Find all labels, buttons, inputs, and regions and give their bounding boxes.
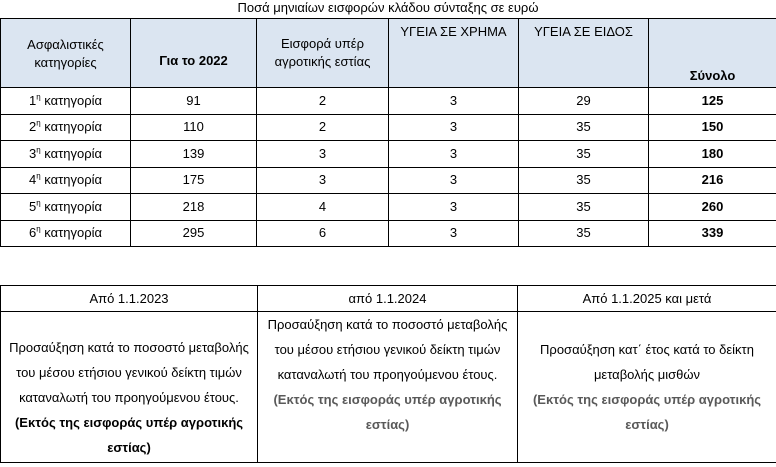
health-cash-cell: 3: [389, 88, 519, 115]
header-from-2023: Από 1.1.2023: [1, 286, 258, 312]
health-cash-cell: 3: [389, 194, 519, 221]
agri-cell: 6: [257, 220, 389, 247]
year-2022-cell: 91: [131, 88, 257, 115]
category-cell: [1, 114, 131, 141]
year-2022-cell: 139: [131, 141, 257, 168]
schedule-text-2024: Προσαύξηση κατά το ποσοστό μεταβολής του μέσου ετήσιου γενικού δείκτη τιμών καταναλωτή του προηγούμενου έτους.: [267, 317, 508, 382]
health-kind-cell: 35: [519, 194, 649, 221]
schedule-note-2025: (Εκτός της εισφοράς υπέρ αγροτικής εστίας): [532, 392, 762, 432]
health-kind-cell: 35: [519, 114, 649, 141]
category-suffix: η: [36, 224, 41, 234]
schedule-cell-2025: [518, 312, 776, 463]
category-cell: [1, 194, 131, 221]
health-cash-cell: 3: [389, 141, 519, 168]
year-2022-cell: 218: [131, 194, 257, 221]
header-health-kind: ΥΓΕΙΑ ΣΕ ΕΙΔΟΣ: [519, 19, 649, 88]
header-from-2025: Από 1.1.2025 και μετά: [518, 286, 776, 312]
category-suffix: η: [36, 171, 41, 181]
table-row: [1, 167, 776, 194]
total-cell: 125: [649, 88, 776, 115]
health-cash-cell: 3: [389, 114, 519, 141]
category-label: κατηγορία: [44, 225, 103, 241]
header-health-cash: ΥΓΕΙΑ ΣΕ ΧΡΗΜΑ: [389, 19, 519, 88]
schedule-header-row: [1, 286, 776, 312]
agri-cell: 2: [257, 88, 389, 115]
category-number: 6: [28, 225, 37, 241]
year-2022-cell: 295: [131, 220, 257, 247]
category-label: κατηγορία: [44, 92, 103, 108]
increase-schedule-table: [0, 285, 776, 463]
category-number: 1: [28, 92, 37, 108]
total-cell: 216: [649, 167, 776, 194]
table-title: Ποσά μηνιαίων εισφορών κλάδου σύνταξης σε ευρώ: [237, 0, 539, 15]
category-cell: [1, 220, 131, 247]
schedule-cell-2024: [258, 312, 518, 463]
category-number: 2: [28, 119, 37, 135]
table-row: [1, 194, 776, 221]
category-label: κατηγορία: [44, 198, 103, 214]
total-cell: 260: [649, 194, 776, 221]
schedule-text-2025: Προσαύξηση κατ΄ έτος κατά το δείκτη μεταβολής μισθών: [540, 342, 754, 382]
category-suffix: η: [36, 92, 41, 102]
category-cell: [1, 88, 131, 115]
agri-cell: 3: [257, 167, 389, 194]
category-cell: [1, 167, 131, 194]
health-kind-cell: 35: [519, 167, 649, 194]
category-number: 3: [28, 145, 37, 161]
schedule-cell-2023: [1, 312, 258, 463]
category-suffix: η: [36, 198, 41, 208]
category-label: κατηγορία: [44, 172, 103, 188]
total-cell: 180: [649, 141, 776, 168]
year-2022-cell: 110: [131, 114, 257, 141]
agri-cell: 3: [257, 141, 389, 168]
agri-cell: 2: [257, 114, 389, 141]
total-cell: 339: [649, 220, 776, 247]
health-kind-cell: 29: [519, 88, 649, 115]
header-total: Σύνολο: [649, 19, 776, 88]
category-suffix: η: [36, 118, 41, 128]
total-cell: 150: [649, 114, 776, 141]
contributions-table: [0, 18, 776, 247]
schedule-note-2023: (Εκτός της εισφοράς υπέρ αγροτικής εστίας): [14, 415, 244, 455]
header-year-2022: Για το 2022: [131, 19, 257, 88]
health-cash-cell: 3: [389, 220, 519, 247]
table-row: [1, 141, 776, 168]
category-label: κατηγορία: [44, 119, 103, 135]
agri-cell: 4: [257, 194, 389, 221]
health-kind-cell: 35: [519, 220, 649, 247]
table-row: [1, 220, 776, 247]
header-agri: Εισφορά υπέρ αγροτικής εστίας: [257, 19, 389, 88]
table-row: [1, 88, 776, 115]
category-number: 5: [28, 198, 37, 214]
table-row: [1, 114, 776, 141]
health-kind-cell: 35: [519, 141, 649, 168]
category-label: κατηγορία: [44, 145, 103, 161]
category-suffix: η: [36, 145, 41, 155]
health-cash-cell: 3: [389, 167, 519, 194]
schedule-note-2024: (Εκτός της εισφοράς υπέρ αγροτικής εστίας): [273, 392, 502, 432]
schedule-row: [1, 312, 776, 463]
header-category: Ασφαλιστικές κατηγορίες: [1, 19, 131, 88]
year-2022-cell: 175: [131, 167, 257, 194]
category-cell: [1, 141, 131, 168]
header-row: [1, 19, 776, 88]
schedule-text-2023: Προσαύξηση κατά το ποσοστό μεταβολής του μέσου ετήσιου γενικού δείκτη τιμών καταναλωτή του προηγούμενου έτους.: [9, 340, 249, 405]
header-from-2024: από 1.1.2024: [258, 286, 518, 312]
category-number: 4: [28, 172, 37, 188]
